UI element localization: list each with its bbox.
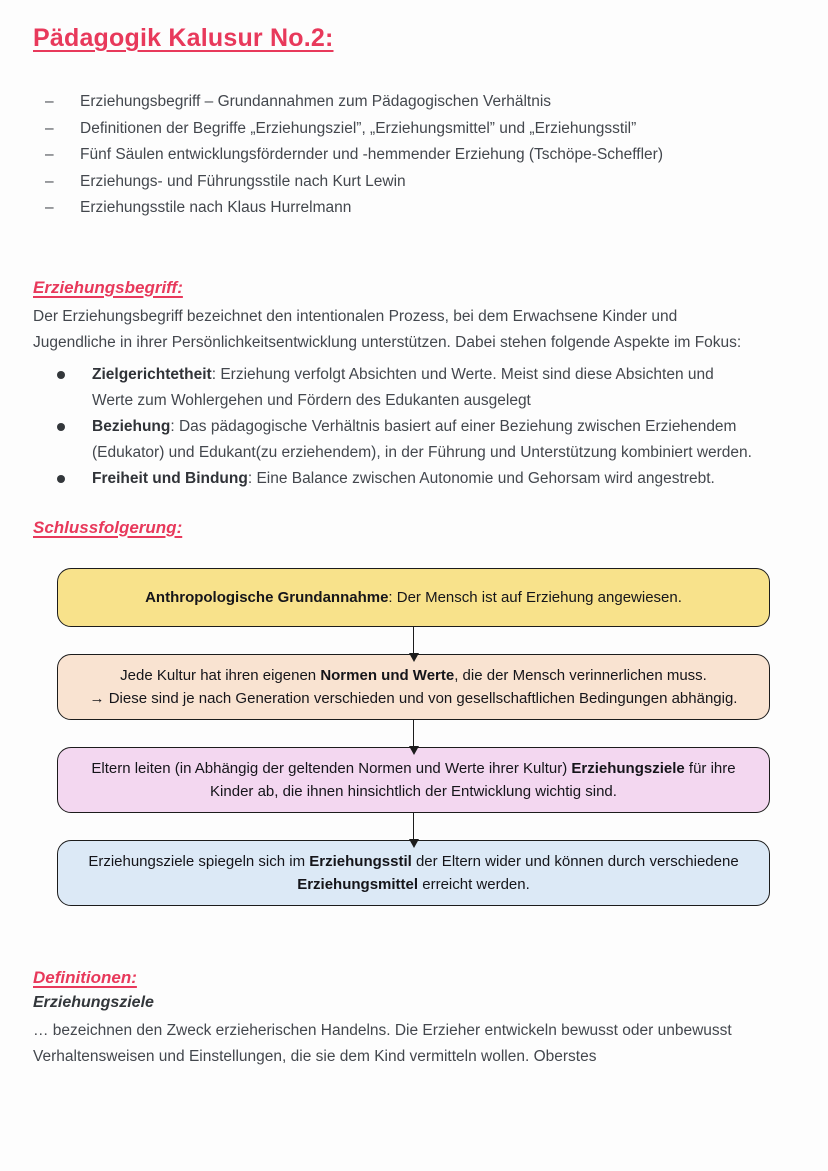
dash-bullet: – <box>45 119 54 137</box>
definition-term: Erziehungsziele <box>33 993 154 1011</box>
section-heading-erziehungsbegriff: Erziehungsbegriff: <box>33 277 183 297</box>
aspect-bullet-text <box>92 466 715 492</box>
aspect-bullet-item <box>55 362 788 414</box>
flow-text-bold: Erziehungsstil <box>309 852 412 870</box>
flow-box-erziehungsstil <box>57 840 770 906</box>
flow-text: : Der Mensch ist auf Erziehung angewiesen. <box>388 588 682 606</box>
flow-text: für ihre Kinder ab, die ihnen hinsichtlich der Entwicklung wichtig sind. <box>210 759 736 800</box>
flow-box-line <box>86 664 741 687</box>
bullet-dot-icon <box>55 371 92 379</box>
list-item <box>45 142 788 169</box>
list-item <box>45 195 788 222</box>
list-item-label: Definitionen der Begriffe „Erziehungsziel”, „Erziehungsmittel” und „Erziehungsstil” <box>80 119 637 137</box>
definition-paragraph: … bezeichnen den Zweck erzieherischen Handelns. Die Erzieher entwickeln bewusst oder unbewusst Verhaltensweisen und Einstellungen, die sie dem Kind vermitteln wollen. Oberstes <box>33 1021 732 1065</box>
flow-text: → Diese sind je nach Generation verschieden und von gesellschaftlichen Bedingungen abhängig. <box>89 689 738 707</box>
aspect-bullet-item <box>55 466 788 492</box>
flow-box-normen-und-werte <box>57 654 770 720</box>
list-item-label: Erziehungsstile nach Klaus Hurrelmann <box>80 199 352 216</box>
aspect-bullet-text <box>92 362 752 414</box>
list-item <box>45 89 788 116</box>
flow-box-line <box>86 687 741 710</box>
dash-bullet: – <box>45 172 54 190</box>
flow-box-line <box>86 586 741 609</box>
aspect-bullet-text <box>92 414 752 466</box>
list-item <box>45 116 788 143</box>
dash-bullet: – <box>45 199 54 216</box>
list-item-label: Erziehungs- und Führungsstile nach Kurt Lewin <box>80 172 406 190</box>
flow-text-bold: Erziehungsziele <box>571 759 685 777</box>
aspect-rest: : Eine Balance zwischen Autonomie und Gehorsam wird angestrebt. <box>247 469 715 487</box>
flow-text: der Eltern wider und können durch verschiedene <box>411 852 739 870</box>
flow-box-anthropologische-grundannahme <box>57 568 770 627</box>
flow-box-line <box>86 757 741 803</box>
down-arrow-icon <box>413 813 415 840</box>
list-item-label: Erziehungsbegriff – Grundannahmen zum Pädagogischen Verhältnis <box>80 93 552 110</box>
section-heading-schlussfolgerung: Schlussfolgerung: <box>33 517 183 537</box>
aspect-rest: : Erziehung verfolgt Absichten und Werte. Meist sind diese Absichten und Werte zum Wohlergehen und Fördern des Edukanten ausgelegt <box>92 365 714 409</box>
bullet-dot-icon <box>55 475 92 483</box>
aspect-term: Beziehung <box>92 417 171 435</box>
overview-dash-list <box>45 89 788 222</box>
flow-text: Eltern leiten (in Abhängig der geltenden Normen und Werte ihrer Kultur) <box>91 759 572 777</box>
dash-bullet: – <box>45 146 54 163</box>
list-item <box>45 169 788 196</box>
aspect-bullet-item <box>55 414 788 466</box>
aspect-rest: : Das pädagogische Verhältnis basiert auf einer Beziehung zwischen Erziehendem (Edukator) und Edukant(zu erziehendem), in der Führung und Unterstützung kombiniert werden. <box>92 417 752 461</box>
bullet-dot-icon <box>55 423 92 431</box>
flow-text: Jede Kultur hat ihren eigenen <box>120 666 321 684</box>
conclusion-flowchart <box>57 568 770 906</box>
flow-text-bold: Normen und Werte <box>320 666 455 684</box>
aspect-bullet-list <box>55 362 788 492</box>
down-arrow-icon <box>413 720 415 747</box>
flow-text: , die der Mensch verinnerlichen muss. <box>454 666 707 684</box>
section-heading-definitionen: Definitionen: <box>33 967 137 987</box>
flow-text-bold: Anthropologische Grundannahme <box>145 588 389 606</box>
flow-text: erreicht werden. <box>418 875 530 893</box>
dash-bullet: – <box>45 93 54 110</box>
aspect-term: Freiheit und Bindung <box>92 469 248 487</box>
aspect-term: Zielgerichtetheit <box>92 365 212 383</box>
list-item-label: Fünf Säulen entwicklungsfördernder und -hemmender Erziehung (Tschöpe-Scheffler) <box>80 146 663 163</box>
erziehungsbegriff-intro: Der Erziehungsbegriff bezeichnet den intentionalen Prozess, bei dem Erwachsene Kinder und Jugendliche in ihrer Persönlichkeitsentwicklung unterstützen. Dabei stehen folgende Aspekte im Fokus: <box>33 307 742 351</box>
down-arrow-icon <box>413 627 415 654</box>
flow-text: Erziehungsziele spiegeln sich im <box>88 852 310 870</box>
page-title: Pädagogik Kalusur No.2: <box>33 24 334 52</box>
flow-text-bold: Erziehungsmittel <box>297 875 419 893</box>
flow-box-line <box>86 850 741 896</box>
flow-box-erziehungsziele <box>57 747 770 813</box>
